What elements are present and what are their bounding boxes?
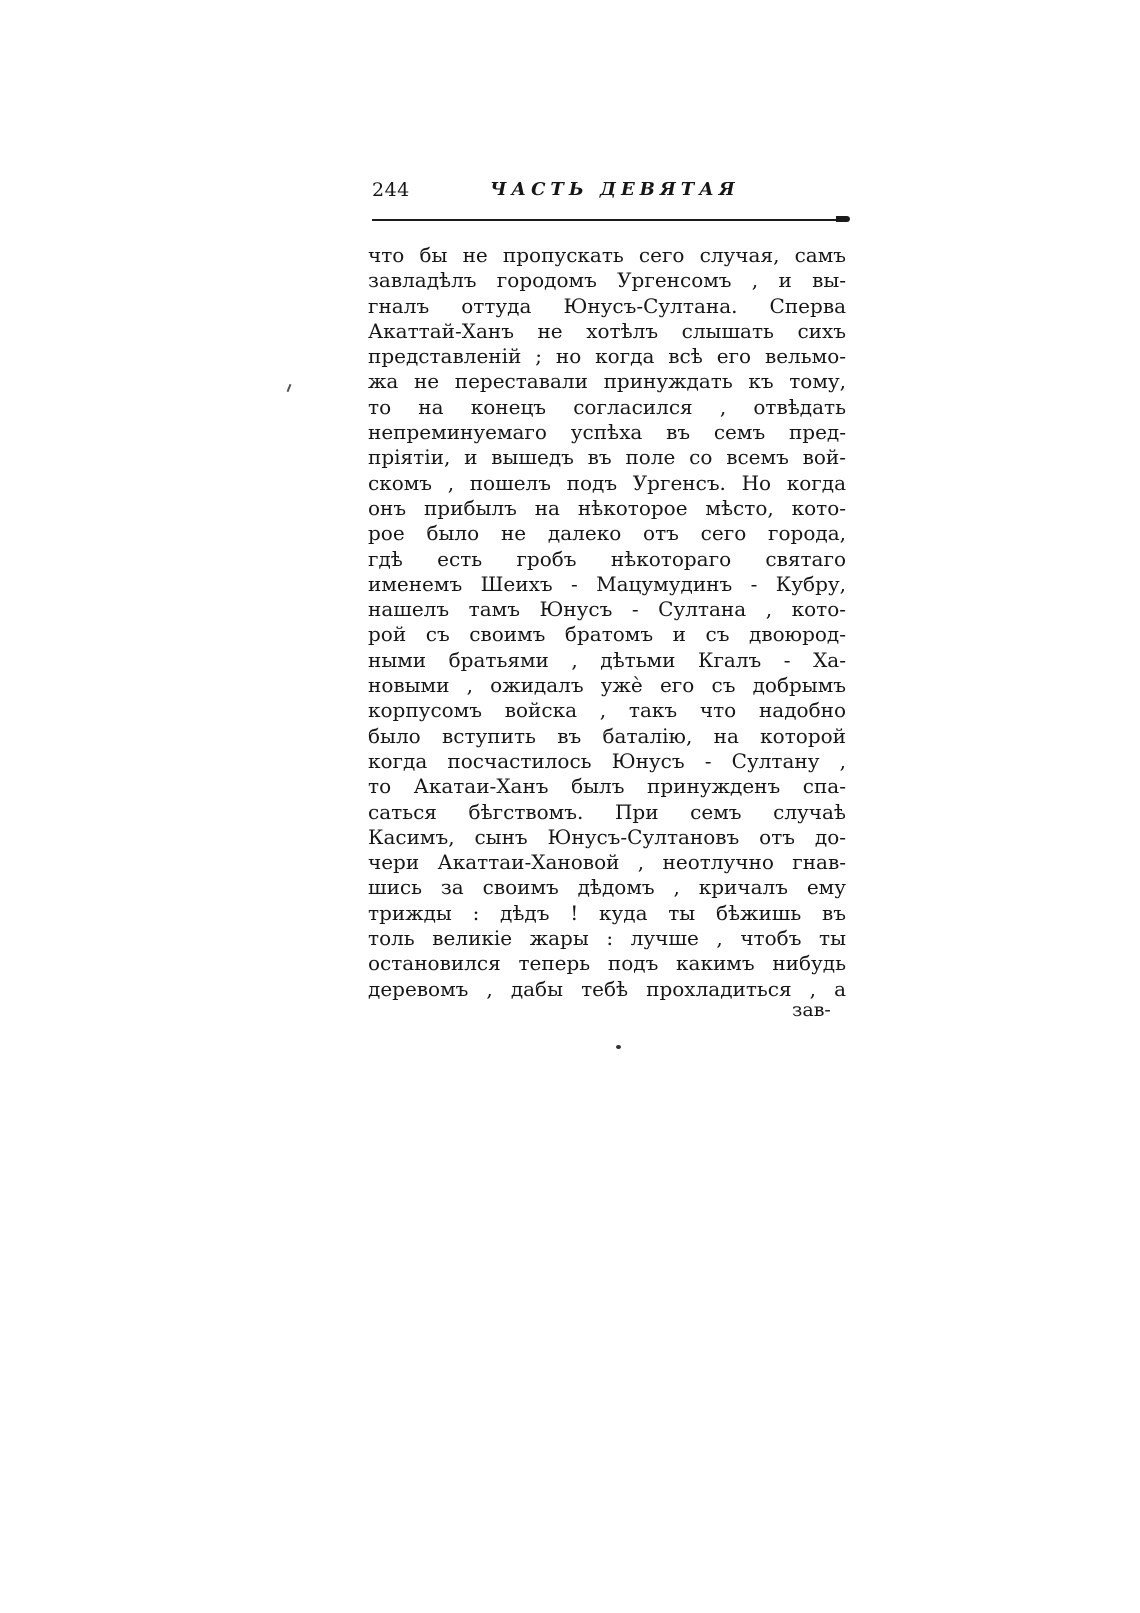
text-line: гналъ оттуда Юнусъ-Султана. Сперва [368,293,846,318]
text-line: представленій ; но когда всѣ его вельмо- [368,344,846,369]
page-number: 244 [372,179,410,201]
header-rule [372,219,848,221]
margin-mark [287,384,292,392]
text-line: трижды : дѣдъ ! куда ты бѣжишь въ [368,900,846,925]
text-line: деревомъ , дабы тебѣ прохладиться , а [368,976,846,1001]
text-line: шись за своимъ дѣдомъ , кричалъ ему [368,875,846,900]
text-line: что бы не пропускать сего случая, самъ [368,243,846,267]
text-line: рой съ своимъ братомъ и съ двоюрод- [368,622,846,647]
text-line: корпусомъ войска , такъ что надобно [368,698,846,723]
text-line: скомъ , пошелъ подъ Ургенсъ. Но когда [368,470,846,495]
text-line: нашелъ тамъ Юнусъ - Султана , кото- [368,597,846,622]
text-line: завладѣлъ городомъ Ургенсомъ , и вы- [368,268,846,293]
text-line: толь великіе жары : лучше , чтобъ ты [368,926,846,951]
text-line: саться бѣгствомъ. При семъ случаѣ [368,799,846,824]
catchword: зав- [792,999,831,1021]
text-line: было вступить въ баталію, на которой [368,723,846,748]
text-line: Касимъ, сынъ Юнусъ-Султановъ отъ до- [368,824,846,849]
text-line: остановился теперь подъ какимъ нибудь [368,951,846,976]
text-line: рое было не далеко отъ сего города, [368,521,846,546]
ink-speck [616,1045,621,1049]
page-header [372,178,850,208]
text-line: пріятіи, и вышедъ въ поле со всемъ вой- [368,445,846,470]
header-rule-ornament [836,216,850,222]
text-line: жа не переставали принуждать къ тому, [368,369,846,394]
text-line: непреминуемаго успѣха въ семъ пред- [368,420,846,445]
running-title: ЧАСТЬ ДЕВЯТАЯ [490,179,740,200]
text-line: когда посчастилось Юнусъ - Султану , [368,748,846,773]
body-text [368,243,846,1002]
text-line: онъ прибылъ на нѣкоторое мѣсто, кото- [368,495,846,520]
text-line: то на конецъ согласился , отвѣдать [368,394,846,419]
text-line: чери Акаттаи-Хановой , неотлучно гнав- [368,850,846,875]
text-line: то Акатаи-Ханъ былъ принужденъ спа- [368,774,846,799]
text-line: именемъ Шеихъ - Мацумудинъ - Кубру, [368,571,846,596]
text-line: ными братьями , дѣтьми Кгалъ - Ха- [368,647,846,672]
text-line: Акаттай-Ханъ не хотѣлъ слышать сихъ [368,318,846,343]
text-line: гдѣ есть гробъ нѣкотораго святаго [368,546,846,571]
text-line: новыми , ожидалъ ужѐ его съ добрымъ [368,673,846,698]
